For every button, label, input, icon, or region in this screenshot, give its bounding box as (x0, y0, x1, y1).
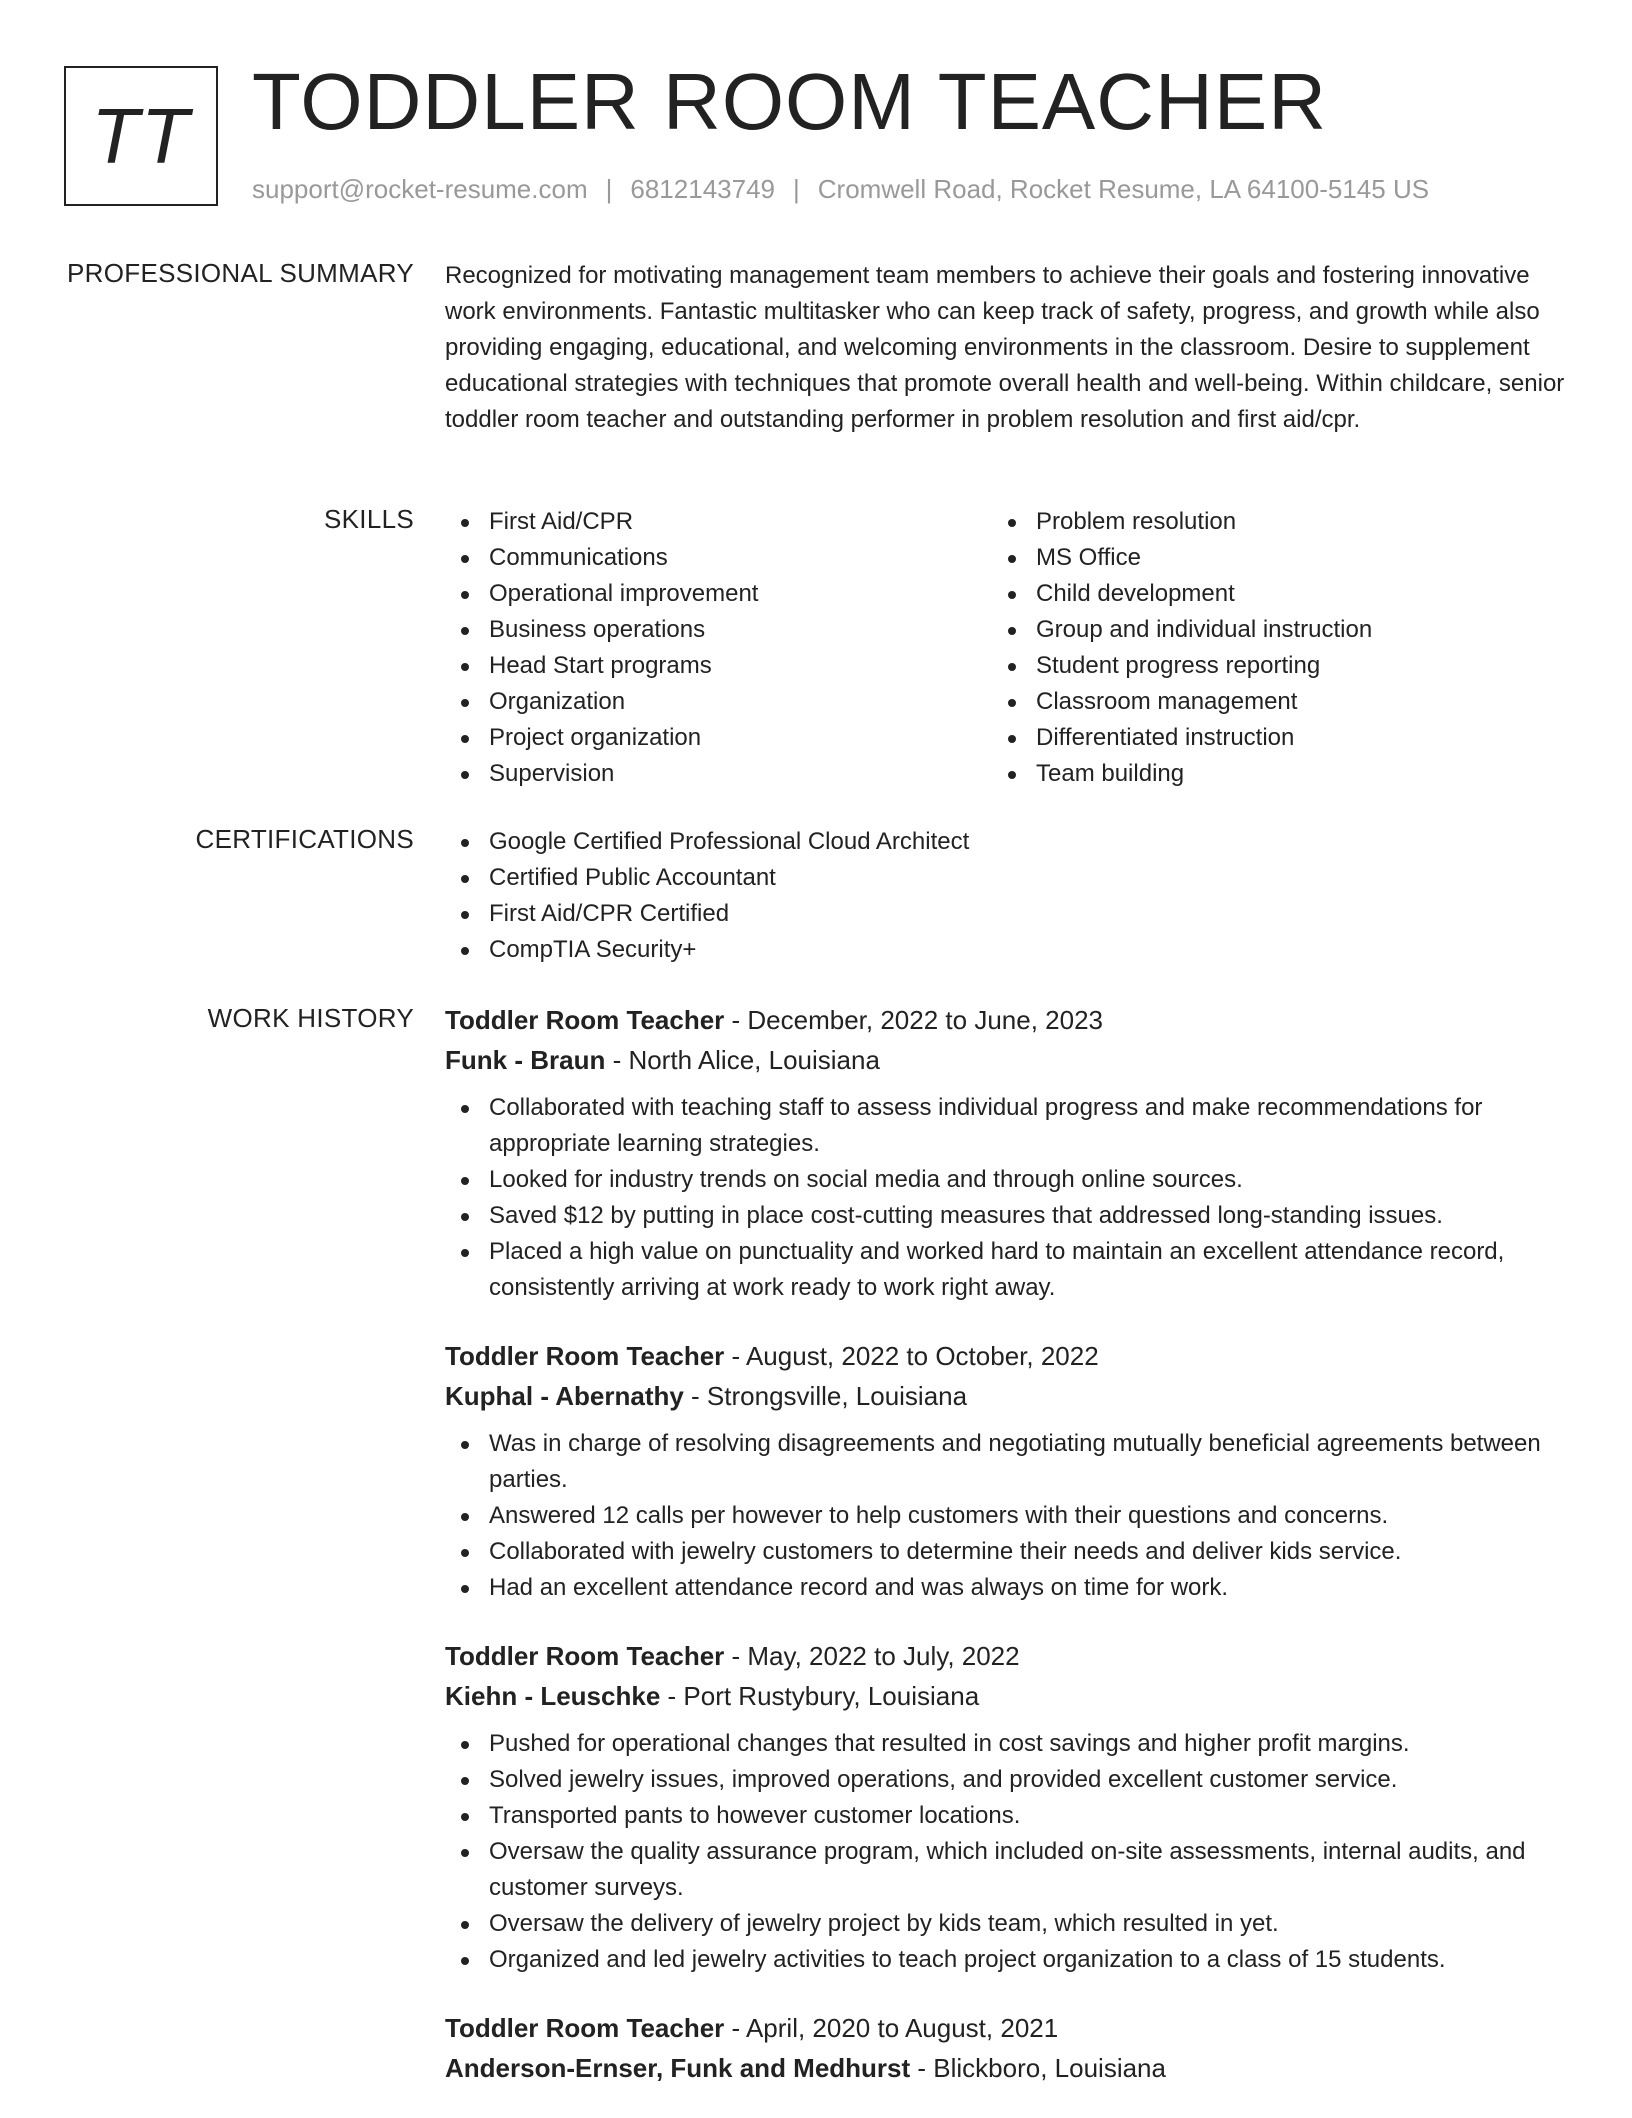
summary-text: Recognized for motivating management team members to achieve their goals and fostering innovative work environments. Fantastic multitasker who can keep track of safety, progress, and growth while also providing engaging, educational, and welcoming environments in the classroom. Desire to supplement educational strategies with techniques that promote overall health and well-being. Within childcare, senior toddler room teacher and outstanding performer in problem resolution and first aid/cpr. (445, 262, 1565, 433)
summary-section (445, 258, 1565, 438)
monogram-logo: TT (64, 66, 218, 206)
resume-name: TODDLER ROOM TEACHER (252, 57, 1327, 146)
certifications-list (445, 824, 1565, 968)
contact-phone[interactable]: 6812143749 (630, 174, 775, 204)
contact-email[interactable]: support@rocket-resume.com (252, 174, 588, 204)
skills-heading: SKILLS (324, 504, 414, 534)
company-name: Kuphal - Abernathy (445, 1381, 684, 1411)
list-item: Pushed for operational changes that resulted in cost savings and higher profit margins. (445, 1726, 1565, 1762)
job-entry (445, 1636, 1565, 1978)
job-title-line (445, 2008, 1565, 2048)
list-item: Organized and led jewelry activities to teach project organization to a class of 15 students. (445, 1942, 1565, 1978)
company-name: Funk - Braun (445, 1045, 606, 1075)
company-name: Kiehn - Leuschke (445, 1681, 661, 1711)
list-item: Supervision (445, 756, 992, 792)
job-title-line (445, 1336, 1565, 1376)
list-item: Oversaw the quality assurance program, which included on-site assessments, internal audits, and customer surveys. (445, 1834, 1565, 1906)
job-dates: - August, 2022 to October, 2022 (724, 1341, 1099, 1371)
job-entry (445, 1000, 1565, 1306)
summary-heading: PROFESSIONAL SUMMARY (67, 258, 414, 288)
list-item: First Aid/CPR (445, 504, 992, 540)
skills-section (445, 504, 1565, 792)
certifications-section (445, 824, 1565, 968)
company-line (445, 1676, 1565, 1716)
list-item: Team building (992, 756, 1539, 792)
skills-list-left (445, 504, 992, 792)
company-line (445, 1376, 1565, 1416)
list-item: First Aid/CPR Certified (445, 896, 1565, 932)
contact-separator: | (605, 174, 613, 204)
list-item: Collaborated with jewelry customers to determine their needs and deliver kids service. (445, 1534, 1565, 1570)
job-title: Toddler Room Teacher (445, 1005, 725, 1035)
list-item: MS Office (992, 540, 1539, 576)
list-item: Solved jewelry issues, improved operations, and provided excellent customer service. (445, 1762, 1565, 1798)
list-item: Communications (445, 540, 992, 576)
company-line (445, 2048, 1565, 2088)
list-item: Classroom management (992, 684, 1539, 720)
company-line (445, 1040, 1565, 1080)
job-title: Toddler Room Teacher (445, 1341, 725, 1371)
work-history-section (445, 1000, 1565, 2118)
list-item: Head Start programs (445, 648, 992, 684)
list-item: Oversaw the delivery of jewelry project by kids team, which resulted in yet. (445, 1906, 1565, 1942)
contact-separator: | (793, 174, 800, 204)
job-dates: - April, 2020 to August, 2021 (724, 2013, 1059, 2043)
job-entry (445, 2008, 1565, 2088)
list-item: Problem resolution (992, 504, 1539, 540)
list-item: Student progress reporting (992, 648, 1539, 684)
certifications-heading: CERTIFICATIONS (195, 824, 414, 854)
contact-line (252, 174, 1429, 205)
job-bullets (445, 1726, 1565, 1978)
contact-address: Cromwell Road, Rocket Resume, LA 64100-5145 US (817, 174, 1430, 204)
skills-list-right (992, 504, 1539, 792)
list-item: Business operations (445, 612, 992, 648)
job-entry (445, 1336, 1565, 1606)
job-bullets (445, 1090, 1565, 1306)
work-history-heading: WORK HISTORY (207, 1003, 414, 1033)
company-location: - Port Rustybury, Louisiana (660, 1681, 980, 1711)
list-item: Group and individual instruction (992, 612, 1539, 648)
list-item: Project organization (445, 720, 992, 756)
company-location: - North Alice, Louisiana (605, 1045, 880, 1075)
list-item: Looked for industry trends on social media and through online sources. (445, 1162, 1565, 1198)
list-item: Operational improvement (445, 576, 992, 612)
job-title: Toddler Room Teacher (445, 1641, 725, 1671)
company-name: Anderson-Ernser, Funk and Medhurst (445, 2053, 911, 2083)
company-location: - Blickboro, Louisiana (910, 2053, 1166, 2083)
job-dates: - May, 2022 to July, 2022 (724, 1641, 1020, 1671)
list-item: Was in charge of resolving disagreements and negotiating mutually beneficial agreements between parties. (445, 1426, 1565, 1498)
list-item: Transported pants to however customer locations. (445, 1798, 1565, 1834)
list-item: Differentiated instruction (992, 720, 1539, 756)
job-bullets (445, 1426, 1565, 1606)
list-item: Collaborated with teaching staff to assess individual progress and make recommendations for appropriate learning strategies. (445, 1090, 1565, 1162)
job-title-line (445, 1636, 1565, 1676)
list-item: Certified Public Accountant (445, 860, 1565, 896)
company-location: - Strongsville, Louisiana (683, 1381, 968, 1411)
list-item: Saved $12 by putting in place cost-cutting measures that addressed long-standing issues. (445, 1198, 1565, 1234)
list-item: Google Certified Professional Cloud Architect (445, 824, 1565, 860)
list-item: Had an excellent attendance record and was always on time for work. (445, 1570, 1565, 1606)
list-item: Placed a high value on punctuality and worked hard to maintain an excellent attendance record, consistently arriving at work ready to work right away. (445, 1234, 1565, 1306)
list-item: Answered 12 calls per however to help customers with their questions and concerns. (445, 1498, 1565, 1534)
job-title-line (445, 1000, 1565, 1040)
job-title: Toddler Room Teacher (445, 2013, 725, 2043)
list-item: Child development (992, 576, 1539, 612)
list-item: CompTIA Security+ (445, 932, 1565, 968)
list-item: Organization (445, 684, 992, 720)
job-dates: - December, 2022 to June, 2023 (724, 1005, 1103, 1035)
